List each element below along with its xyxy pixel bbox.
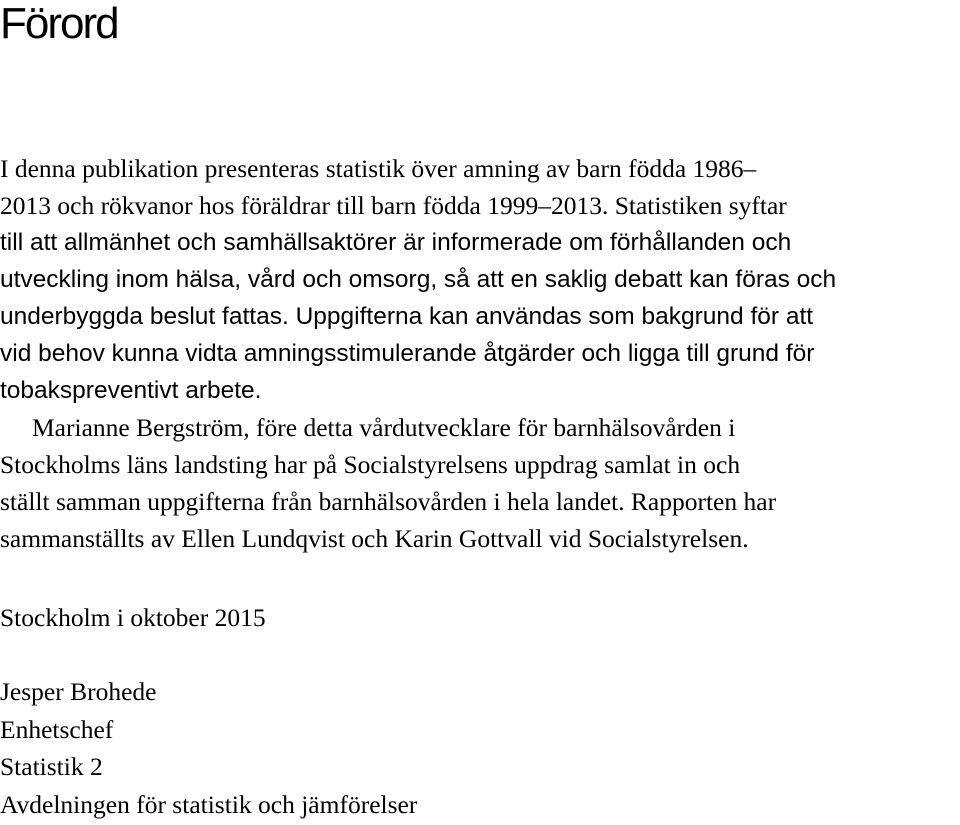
paragraph-line: tobakspreventivt arbete. [0,377,262,404]
signatory-department: Avdelningen för statistik och jämförelser [0,789,418,819]
paragraph-line: till att allmänhet och samhällsaktörer är informerade om förhållanden och [0,229,792,256]
paragraph-line: underbyggda beslut fattas. Uppgifterna kan användas som bakgrund för att [0,303,814,330]
page-title: Förord [0,0,118,48]
signatory-role: Enhetschef [0,714,114,744]
paragraph-line: ställt samman uppgifterna från barnhälsovården i hela landet. Rapporten har [0,487,777,516]
paragraph-line: vid behov kunna vidta amningsstimulerande åtgärder och ligga till grund för [0,340,815,367]
signatory-unit: Statistik 2 [0,752,103,781]
paragraph-line: I denna publikation presenteras statistik över amning av barn födda 1986– [0,154,757,183]
place-date-text: Stockholm i oktober 2015 [0,603,266,632]
paragraph-credits [0,409,960,557]
paragraph-line: Stockholms läns landsting har på Socialstyrelsens uppdrag samlat in och [0,450,741,479]
paragraph-purpose [0,150,960,409]
paragraph-line: Marianne Bergström, före detta vårdutvecklare för barnhälsovården i [32,413,736,442]
signatory-name: Jesper Brohede [0,677,157,706]
foreword-body [0,150,960,557]
paragraph-line: 2013 och rökvanor hos föräldrar till barn födda 1999–2013. Statistiken syftar [0,191,787,220]
place-date [0,599,266,636]
paragraph-line: utveckling inom hälsa, vård och omsorg, så att en saklig debatt kan föras och [0,266,837,293]
paragraph-line: sammanställts av Ellen Lundqvist och Karin Gottvall vid Socialstyrelsen. [0,524,749,553]
signature-block [0,673,417,823]
